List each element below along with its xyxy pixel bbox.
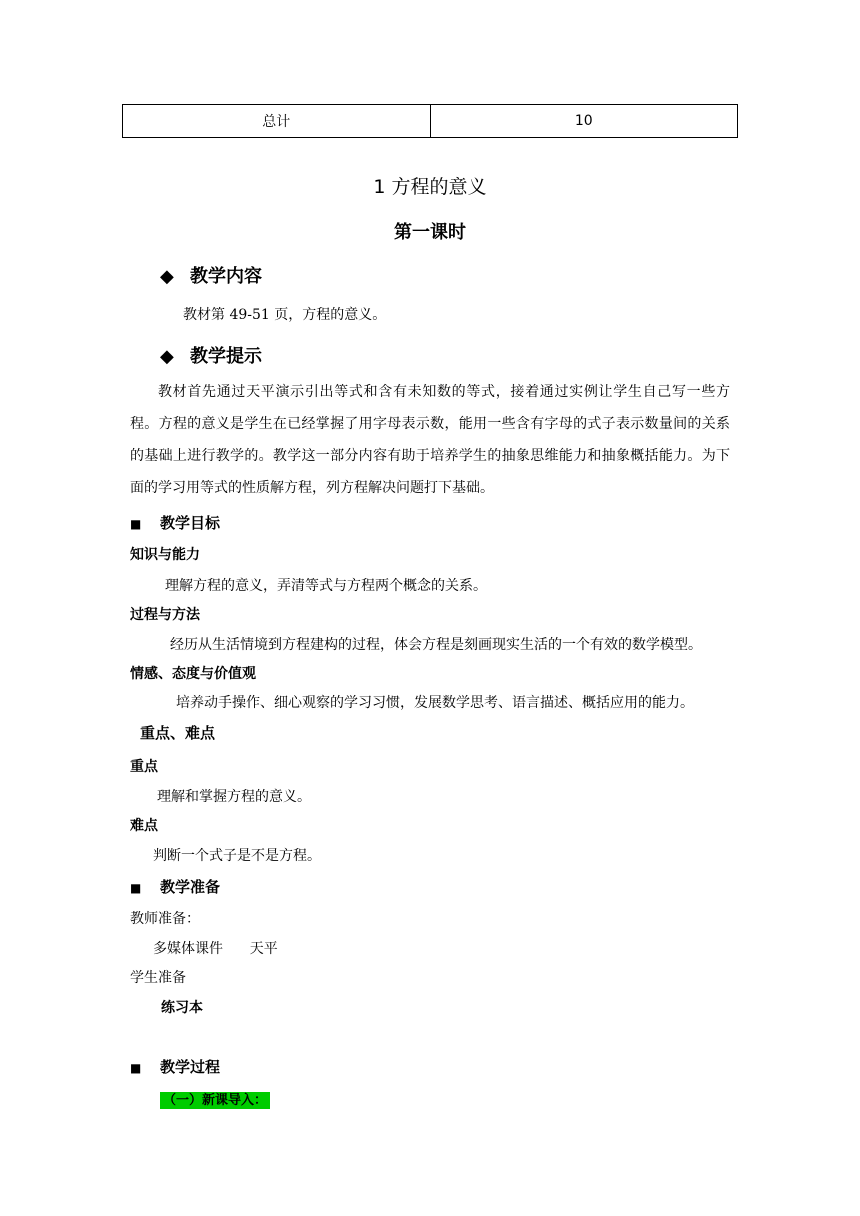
student-prep-items: 练习本 [161, 1000, 203, 1016]
key-heading: 重点、难点 [140, 724, 216, 742]
total-label-cell: 总计 [123, 105, 431, 138]
process-label: 过程与方法 [130, 607, 200, 623]
process-text: 经历从生活情境到方程建构的过程，体会方程是刻画现实生活的一个有效的数学模型。 [170, 637, 702, 653]
process-heading-text: 教学过程 [160, 1058, 221, 1076]
knowledge-text: 理解方程的意义，弄清等式与方程两个概念的关系。 [165, 578, 487, 594]
teacher-prep-label: 教师准备： [130, 911, 200, 927]
hint-text: 教材首先通过天平演示引出等式和含有未知数的等式，接着通过实例让学生自己写一些方程。方程的意义是学生在已经掌握了用字母表示数，能用一些含有字母的式子表示数量间的关系的基础上进行教学的。教学这一部分内容有助于培养学生的抽象思维能力和抽象概括能力。为下面的学习用等式的性质解方程，列方程解决问题打下基础。 [130, 384, 730, 496]
table-row [123, 105, 738, 138]
key-label: 重点 [130, 759, 158, 775]
content-heading-text: 教学内容 [190, 266, 262, 287]
hint-paragraph [130, 376, 730, 504]
diamond-icon: ◆ [160, 266, 174, 287]
goals-heading [130, 512, 220, 533]
square-icon: ■ [130, 517, 142, 531]
content-heading [160, 262, 262, 288]
difficult-label: 难点 [130, 818, 158, 834]
student-prep-label: 学生准备 [130, 970, 186, 986]
square-icon: ■ [130, 881, 142, 895]
goals-heading-text: 教学目标 [160, 514, 221, 532]
prep-heading [130, 876, 220, 897]
diamond-icon: ◆ [160, 346, 174, 367]
lesson-title: 1 方程的意义 [373, 176, 487, 198]
total-value-cell: 10 [430, 105, 738, 138]
emotion-text: 培养动手操作、细心观察的学习习惯，发展数学思考、语言描述、概括应用的能力。 [176, 695, 694, 711]
lesson-subtitle: 第一课时 [394, 222, 466, 243]
square-icon: ■ [130, 1061, 142, 1075]
knowledge-label: 知识与能力 [130, 547, 200, 563]
emotion-label: 情感、态度与价值观 [130, 666, 256, 682]
key-text: 理解和掌握方程的意义。 [157, 789, 311, 805]
total-table [122, 104, 738, 138]
hint-heading [160, 342, 262, 368]
prep-heading-text: 教学准备 [160, 878, 221, 896]
process-heading [130, 1056, 220, 1077]
hint-heading-text: 教学提示 [190, 346, 262, 367]
difficult-text: 判断一个式子是不是方程。 [153, 848, 321, 864]
step-one [160, 1089, 270, 1108]
teacher-prep-items: 多媒体课件 天平 [153, 941, 278, 957]
content-text: 教材第 49-51 页，方程的意义。 [183, 307, 387, 323]
step-one-highlight: （一）新课导入： [160, 1092, 270, 1109]
